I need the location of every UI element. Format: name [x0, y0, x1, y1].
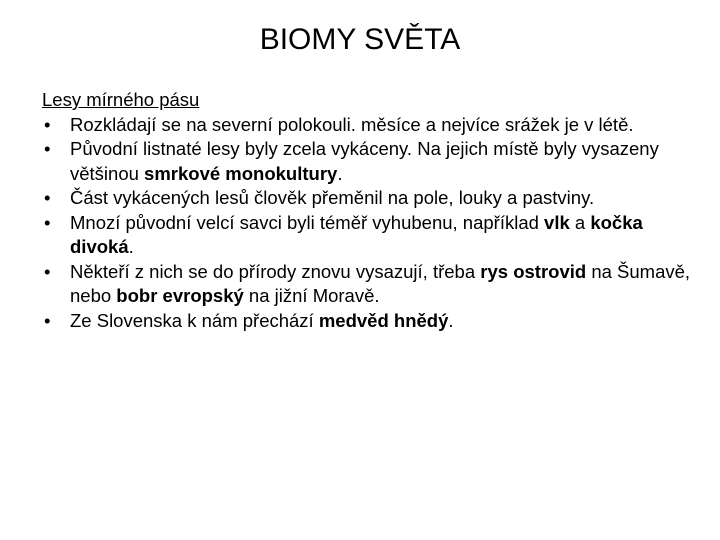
bullet-bold-text: medvěd hnědý — [318, 309, 449, 331]
bullet-text: na Šumavě, nebo — [70, 260, 691, 306]
bullet-text: Někteří z nich se do přírody znovu vysazují, třeba — [70, 260, 481, 282]
bullet-item — [42, 309, 692, 334]
bullet-marker: • — [44, 309, 51, 331]
bullet-bold-text: kočka divoká — [70, 211, 643, 257]
bullet-marker: • — [44, 113, 51, 135]
bullet-text: a — [569, 211, 591, 233]
bullet-text: Rozkládají se na severní polokouli. měsíce a nejvíce srážek je v létě. — [70, 113, 634, 135]
bullet-text: . — [337, 162, 343, 184]
bullet-bold-text: smrkové monokultury — [144, 162, 338, 184]
bullet-marker: • — [44, 138, 51, 159]
bullet-text: Mnozí původní velcí savci byli téměř vyhubenu, například — [70, 211, 545, 233]
bullet-item — [42, 211, 692, 260]
bullet-text: na jižní Moravě. — [243, 285, 380, 306]
bullet-item — [42, 137, 692, 186]
bullet-text: . — [128, 236, 134, 257]
section-heading: Lesy mírného pásu — [42, 89, 200, 110]
slide-content — [42, 88, 692, 333]
bullet-item — [42, 260, 692, 309]
bullet-item — [42, 113, 692, 138]
slide-title: BIOMY SVĚTA — [259, 23, 461, 56]
bullet-list — [42, 113, 692, 334]
bullet-text: Ze Slovenska k nám přechází — [70, 309, 319, 331]
bullet-marker: • — [44, 211, 51, 233]
bullet-marker: • — [44, 187, 51, 208]
bullet-bold-text: vlk — [544, 211, 570, 233]
bullet-text: Původní listnaté lesy byly zcela vykáceny. Na jejich místě byly vysazeny většinou — [70, 138, 659, 184]
bullet-bold-text: rys ostrovid — [480, 260, 587, 282]
bullet-text: . — [448, 309, 454, 331]
bullet-marker: • — [44, 260, 51, 282]
bullet-text: Část vykácených lesů člověk přeměnil na pole, louky a pastviny. — [70, 187, 595, 208]
bullet-item — [42, 186, 692, 211]
bullet-bold-text: bobr evropský — [116, 285, 244, 306]
